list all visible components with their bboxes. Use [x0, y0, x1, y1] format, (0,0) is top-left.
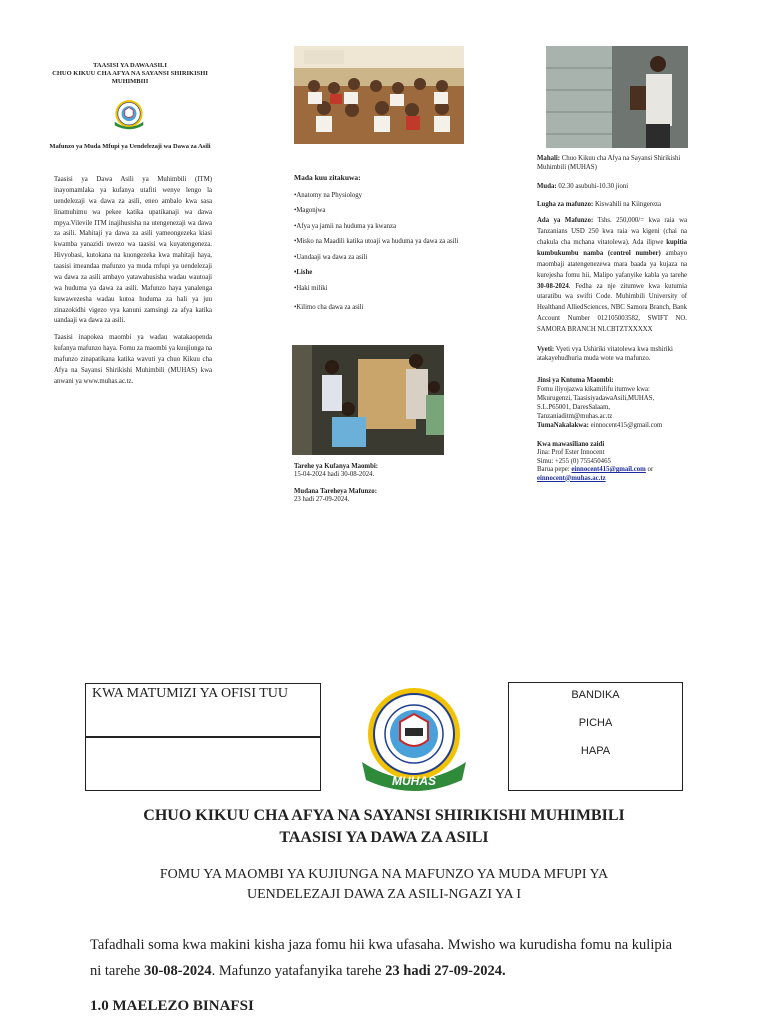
application-title-line1: FOMU YA MAOMBI YA KUJIUNGA NA MAFUNZO YA MUDA MFUPI YA — [159, 867, 609, 882]
seal-banner-text: MUHAS — [392, 774, 436, 788]
contact — [537, 441, 687, 483]
classroom-photo — [294, 46, 464, 144]
form-application-title — [84, 865, 684, 904]
topic-item: •Misko na Maadili katika utoaji wa huduma ya dawa za asili — [294, 238, 459, 246]
topic-item: •Anatomy na Physiology — [294, 192, 363, 199]
form-title-line1: CHUO KIKUU CHA AFYA NA SAYANSI SHIRIKISHI MUHIMBILI — [143, 807, 625, 824]
contact-email-link-2[interactable]: einnocent@muhas.ac.tz — [537, 474, 606, 482]
venue-label: Mahali: — [537, 155, 561, 162]
topic-item: •Lishe — [294, 269, 313, 277]
intro-paragraph-2: Taasisi inapokea maombi ya wadau watakaopenda kufanya mafunzo haya. Fomu za maombi ya kuujiunga na mafunzo zinapatikana katika wavuti ya chuo Kikuu cha Afya na Sayansi Shirikishi Muhimbili (MUHAS) kwa anwani ya www.muhas.ac.tz. — [54, 334, 212, 385]
header-line2: CHUO KIKUU CHA AFYA NA SAYANSI SHIRIKISHI — [52, 70, 208, 78]
language — [537, 201, 687, 210]
apply-dates-value: 15-04-2024 hadi 30-08-2024. — [294, 471, 375, 479]
topic-item: •Afya ya jamii na huduma ya kwanza — [294, 222, 397, 230]
brochure-subtitle: Mafunzo ya Muda Mfupi ya Uendelezaji wa Dawa za Asili — [49, 143, 211, 150]
topic-item: •Magonjwa — [294, 207, 326, 215]
topics-title: Mada kuu zitakuwa: — [294, 173, 361, 182]
pharmacy-photo — [546, 46, 688, 148]
topic-item: •Kilimo cha dawa za asili — [294, 304, 364, 312]
contact-phone: Simu: +255 (0) 755450465 — [537, 457, 611, 465]
instructions-course-dates: 23 hadi 27-09-2024. — [385, 963, 506, 980]
header-line3: MUHIMBIII — [111, 78, 149, 86]
certificates-value: Vyeti vya Ushiriki vitatolewa kwa mshiriki atakayehudhuria muda wote wa mafunzo. — [537, 345, 673, 362]
apply-dates — [294, 463, 464, 480]
form-university-title — [84, 805, 684, 848]
contact-name: Jina: Prof Ester Innocent — [537, 449, 605, 457]
office-use-field[interactable] — [85, 737, 321, 791]
copy-to-label: TumaNakalakwa: — [537, 422, 589, 430]
submission-line: S.L.P65001, DaresSalaam, — [537, 404, 611, 412]
course-dates-value: 23 hadi 27-09-2024. — [294, 496, 350, 504]
certificates — [537, 346, 687, 364]
header-line1: TAASISI YA DAWAASILI — [93, 62, 167, 69]
contact-label: Kwa mawasiliano zaidi — [537, 440, 605, 448]
contact-or: or — [647, 466, 654, 474]
copy-to-email: einnocent415@gmail.com — [590, 422, 663, 430]
topic-item: •Uandaaji wa dawa za asili — [294, 253, 368, 261]
apply-dates-label: Tarehe ya Kufanya Maombi: — [294, 463, 379, 470]
course-dates — [294, 488, 464, 505]
muhas-seal-small — [112, 98, 146, 132]
application-title-line2: UENDELEZAJI DAWA ZA ASILI-NGAZI YA I — [246, 886, 522, 902]
venue-value: Chuo Kikuu cha Afya na Sayansi Shirikishi Muhimbili (MUHAS) — [537, 155, 681, 171]
contact-email-link-1[interactable]: einnocent415@gmail.com — [571, 466, 646, 474]
fee-deadline: 30-08-2024 — [537, 282, 569, 290]
topics-list — [294, 192, 464, 320]
photo-box-line: BANDIKA — [571, 689, 620, 701]
submission-line: Fomu iliyojazwa kikamilifu itumwe kwa: — [537, 385, 650, 393]
instructions-text-2: . Mafunzo yatafanyika tarehe — [211, 963, 382, 980]
fee-text-2: ambayo maombaji atatengenezewa mara baada ya kujaza na kurejesha fomu hii, Malipo yafanyike kabla ya tarehe — [537, 249, 687, 279]
time-label: Muda: — [537, 182, 557, 190]
instructions-text-1: Tafadhali soma kwa makini kisha jaza fomu hii kwa ufasaha. Mwisho wa kurudisha fomu na kulipia ni tarehe — [90, 937, 673, 980]
photo-box-line: PICHA — [578, 717, 613, 729]
submission-line: Tanzaniaditm@muhas.ac.tz — [537, 413, 613, 421]
submission — [537, 376, 687, 431]
language-label: Lugha za mafunzo: — [537, 201, 594, 209]
photo-placeholder-box — [508, 682, 683, 791]
form-title-line2: TAASISI YA DAWA ZA ASILI — [279, 828, 489, 846]
contact-email — [537, 466, 687, 474]
fee-control-number: kupitia kumbukumbu namba (control number) — [537, 239, 688, 257]
section-heading: 1.0 MAELEZO BINAFSI — [90, 998, 254, 1014]
details-column — [537, 155, 687, 483]
form-instructions — [90, 932, 686, 984]
topic-item: •Haki miliki — [294, 284, 328, 292]
fee-text-3: . Fedha za nje zitumwe kwa kutumia utaratibu wa swifti Code. Muhimbili University of Healthand AlliedSciences, NBC Samora Branch, Bank Account Number 012105003582, SWIFT NO. SAMORA BRANCH NLCBTZTXXXXX — [537, 282, 687, 334]
submission-line: Mkurugenzi, TaasisiyadawaAsili,MUHAS, — [537, 394, 655, 402]
language-value: Kiswahili na Kiingereza — [594, 201, 662, 209]
submission-label: Jinsi ya Kntuma Maombi: — [537, 376, 614, 384]
venue — [537, 155, 687, 173]
photo-box-line: HAPA — [580, 745, 611, 757]
office-use-box — [85, 683, 321, 737]
instructions-deadline: 30-08-2024 — [143, 963, 212, 980]
intro-paragraph-1: Taasisi ya Dawa Asili ya Muhimbili (ITM) inayomamlaka ya kufanya utafiti wenye lengo la uendelezaji wa dawa za asili, eneo ambalo kwa sasa linamuhimu wa pekee katika upatikanaji wa dawa mpya.Vilevile ITM inajihusisha na utengenezaji wa dawa za asili. Mahitaji ya dawa za asili yameongezeka kiasi kwamba yanazidi uwezo wa taasisi wa kuyatengeneza. Hivyobasi, kutokana na kuongezeka kwa mahitaji haya, taasisi imeandaa mafunzo ya muda mfupi ya uendelezaji wa dawa za asili ambayo yatawahusisha wadau wautoaji wa huduma ya dawa za asili. Mafunzo haya yanalenga kuwawezesha wadau kutoa huduma za hali ya juu zinazokidhi vigezo vya kanuni zamsingi za afya katika uandaaji wa dawa za asili. — [54, 176, 212, 325]
certificates-label: Vyeti: — [537, 345, 555, 353]
fee-text-1: Tshs. 250,000/= kwa raia wa Tanzanians USD 250 kwa raia wa kigeni (chai na chakula cha mchana vitatolewa). Ada ilipwe — [537, 217, 688, 247]
muhas-seal-large — [358, 684, 470, 792]
time-value: 02.30 asubuhi-10.30 jioni — [558, 182, 629, 190]
contact-email-prefix: Barua pepe: — [537, 466, 570, 474]
course-dates-label: Mudana Tareheya Mafunzo: — [294, 488, 377, 495]
office-use-label: KWA MATUMIZI YA OFISI TUU — [92, 686, 289, 701]
fee — [537, 216, 687, 336]
header-block — [30, 62, 230, 86]
intro-text — [54, 175, 212, 394]
fee-label: Ada ya Mafunzo: — [537, 217, 594, 225]
workshop-photo — [292, 345, 444, 455]
copy-to — [537, 421, 687, 430]
time — [537, 183, 687, 192]
